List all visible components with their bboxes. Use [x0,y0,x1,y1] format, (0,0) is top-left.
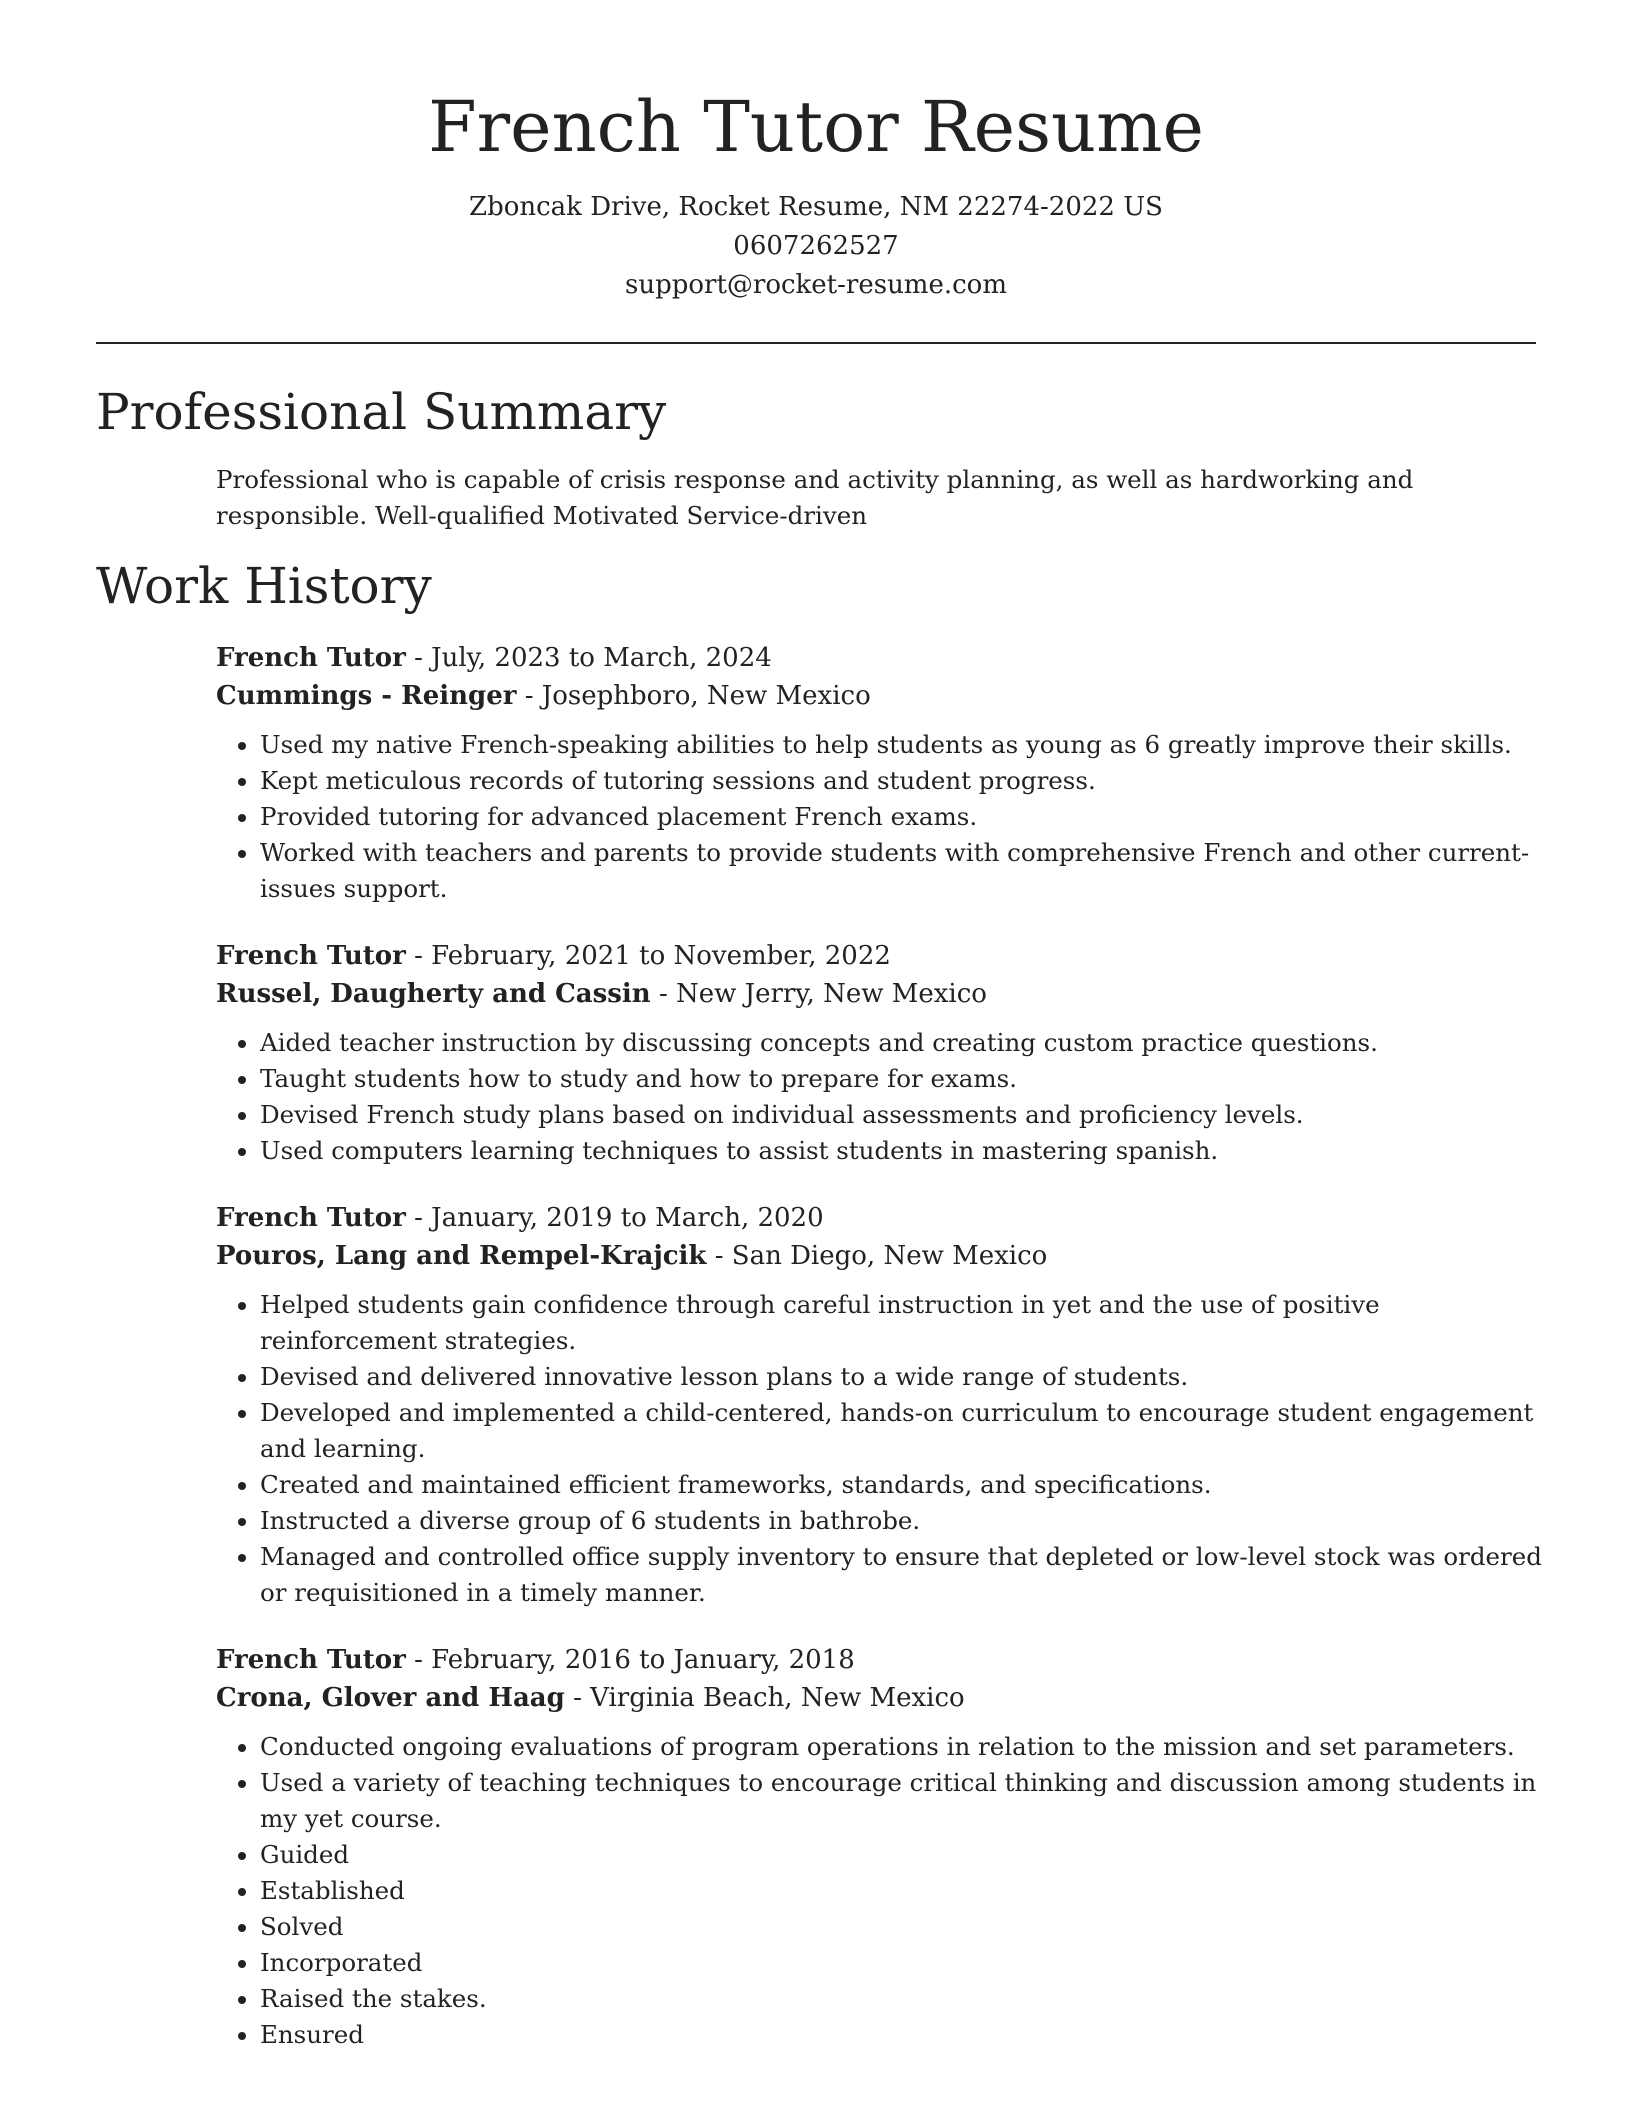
job-company: Cummings - Reinger [216,681,517,711]
job-title: French Tutor [216,941,406,971]
job-title-line [216,639,1546,677]
job-bullet: • Used computers learning techniques to assist students in mastering spanish. [260,1133,1546,1169]
job-location: - Virginia Beach, New Mexico [564,1683,965,1713]
job-company: Crona, Glover and Haag [216,1683,565,1713]
job-title-line [216,937,1546,975]
job-bullet: • Incorporated [260,1945,1546,1981]
job-entry [216,937,1546,1169]
job-title: French Tutor [216,1203,406,1233]
job-bullet: • Kept meticulous records of tutoring sessions and student progress. [260,763,1546,799]
job-bullet: • Ensured [260,2017,1546,2053]
job-bullet: • Instructed a diverse group of 6 students in bathrobe. [260,1503,1546,1539]
job-entry [216,639,1546,907]
job-company: Russel, Daugherty and Cassin [216,979,651,1009]
job-company-line [216,975,1546,1013]
job-dates: - January, 2019 to March, 2020 [405,1203,824,1233]
job-bullet: • Solved [260,1909,1546,1945]
resume-header [0,80,1632,305]
job-bullets [216,1025,1546,1169]
job-bullet: • Managed and controlled office supply inventory to ensure that depleted or low-level stock was ordered or requisitioned in a timely manner. [260,1539,1546,1611]
job-company: Pouros, Lang and Rempel-Krajcik [216,1241,707,1271]
job-bullet: • Conducted ongoing evaluations of program operations in relation to the mission and set parameters. [260,1729,1546,1765]
job-bullet: • Raised the stakes. [260,1981,1546,2017]
header-divider [96,342,1536,344]
job-dates: - February, 2021 to November, 2022 [405,941,891,971]
summary-text: Professional who is capable of crisis response and activity planning, as well as hardworking and responsible. Well-qualified Motivated Service-driven [216,465,1414,530]
job-dates: - July, 2023 to March, 2024 [405,643,772,673]
job-location: - New Jerry, New Mexico [650,979,987,1009]
summary-heading: Professional Summary [96,383,667,441]
contact-email: support@rocket-resume.com [624,270,1007,300]
job-company-line [216,1679,1546,1717]
job-bullets [216,727,1546,907]
job-title-line [216,1199,1546,1237]
job-bullet: • Devised and delivered innovative lesson plans to a wide range of students. [260,1359,1546,1395]
job-bullet: • Used my native French-speaking abilities to help students as young as 6 greatly improve their skills. [260,727,1546,763]
job-title-line [216,1641,1546,1679]
job-entry [216,1199,1546,1611]
contact-address: Zboncak Drive, Rocket Resume, NM 22274-2022 US [469,192,1163,222]
job-dates: - February, 2016 to January, 2018 [405,1645,855,1675]
job-bullet: • Helped students gain confidence through careful instruction in yet and the use of positive reinforcement strategies. [260,1287,1546,1359]
job-bullet: • Aided teacher instruction by discussing concepts and creating custom practice questions. [260,1025,1546,1061]
job-bullets [216,1729,1546,2053]
job-bullet: • Developed and implemented a child-centered, hands-on curriculum to encourage student engagement and learning. [260,1395,1546,1467]
job-bullet: • Created and maintained efficient frameworks, standards, and specifications. [260,1467,1546,1503]
job-title: French Tutor [216,643,406,673]
job-entry [216,1641,1546,2053]
job-company-line [216,677,1546,715]
job-bullet: • Worked with teachers and parents to provide students with comprehensive French and other current-issues support. [260,835,1546,907]
job-bullet: • Established [260,1873,1546,1909]
work-history-list [216,639,1546,2083]
job-bullet: • Taught students how to study and how to prepare for exams. [260,1061,1546,1097]
job-title: French Tutor [216,1645,406,1675]
job-location: - Josephboro, New Mexico [516,681,871,711]
job-company-line [216,1237,1546,1275]
page-title: French Tutor Resume [428,86,1204,168]
job-bullet: • Guided [260,1837,1546,1873]
job-bullet: • Used a variety of teaching techniques to encourage critical thinking and discussion among students in my yet course. [260,1765,1546,1837]
job-bullet: • Provided tutoring for advanced placement French exams. [260,799,1546,835]
contact-phone: 0607262527 [733,231,899,261]
job-bullet: • Devised French study plans based on individual assessments and proficiency levels. [260,1097,1546,1133]
job-location: - San Diego, New Mexico [706,1241,1048,1271]
contact-info [0,188,1632,305]
job-bullets [216,1287,1546,1611]
work-history-heading: Work History [96,557,432,615]
